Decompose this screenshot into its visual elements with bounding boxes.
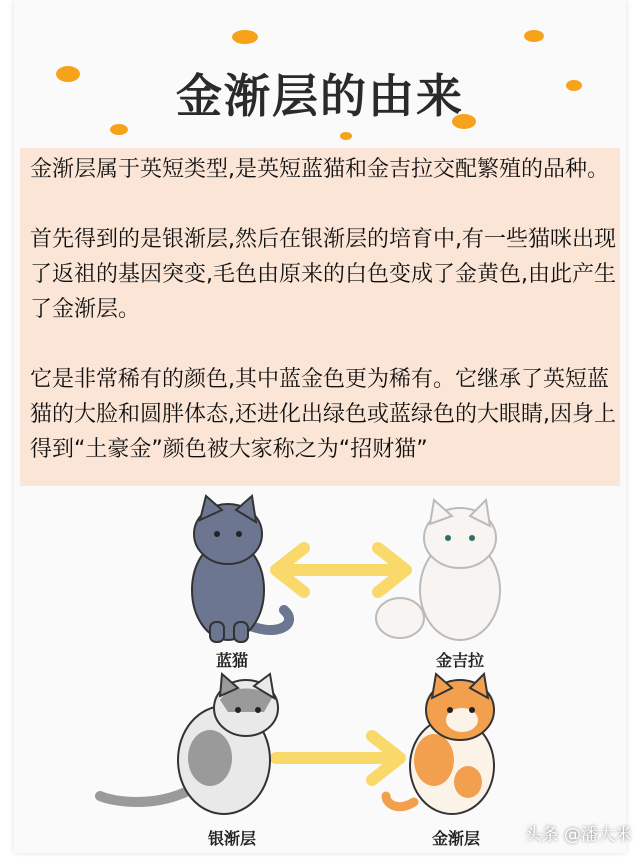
watermark: 头条 @潘大米: [524, 825, 632, 845]
paragraph-mutation: 首先得到的是银渐层,然后在银渐层的培育中,有一些猫咪出现了返祖的基因突变,毛色由原来的白色变成了金黄色,由此产生了金渐层。: [30, 227, 616, 322]
paragraph-origin: 金渐层属于英短类型,是英短蓝猫和金吉拉交配繁殖的品种。: [30, 157, 609, 182]
golden-cat-image: [386, 674, 494, 814]
double-arrow-icon: [276, 548, 406, 592]
label-silver-cat: 银渐层: [207, 829, 256, 848]
decor-dot: [524, 30, 544, 42]
silver-cat-image: [100, 674, 278, 814]
page-title: 金渐层的由来: [176, 69, 464, 123]
right-arrow-icon: [276, 736, 400, 780]
intro-text-box: [20, 148, 620, 486]
article-page: [14, 0, 626, 853]
label-blue-cat: 蓝猫: [215, 651, 248, 670]
cat-breeding-diagram: [14, 490, 626, 853]
label-golden-cat: 金渐层: [431, 829, 480, 848]
decor-dot: [340, 132, 352, 140]
label-chinchilla: 金吉拉: [435, 651, 484, 670]
cat-illustration: [14, 490, 626, 853]
paragraph-rarity: 它是非常稀有的颜色,其中蓝金色更为稀有。它继承了英短蓝猫的大脸和圆胖体态,还进化出绿色或蓝绿色的大眼睛,因身上得到“土豪金”颜色被大家称之为“招财猫”: [30, 367, 616, 462]
decor-dot: [232, 30, 258, 44]
